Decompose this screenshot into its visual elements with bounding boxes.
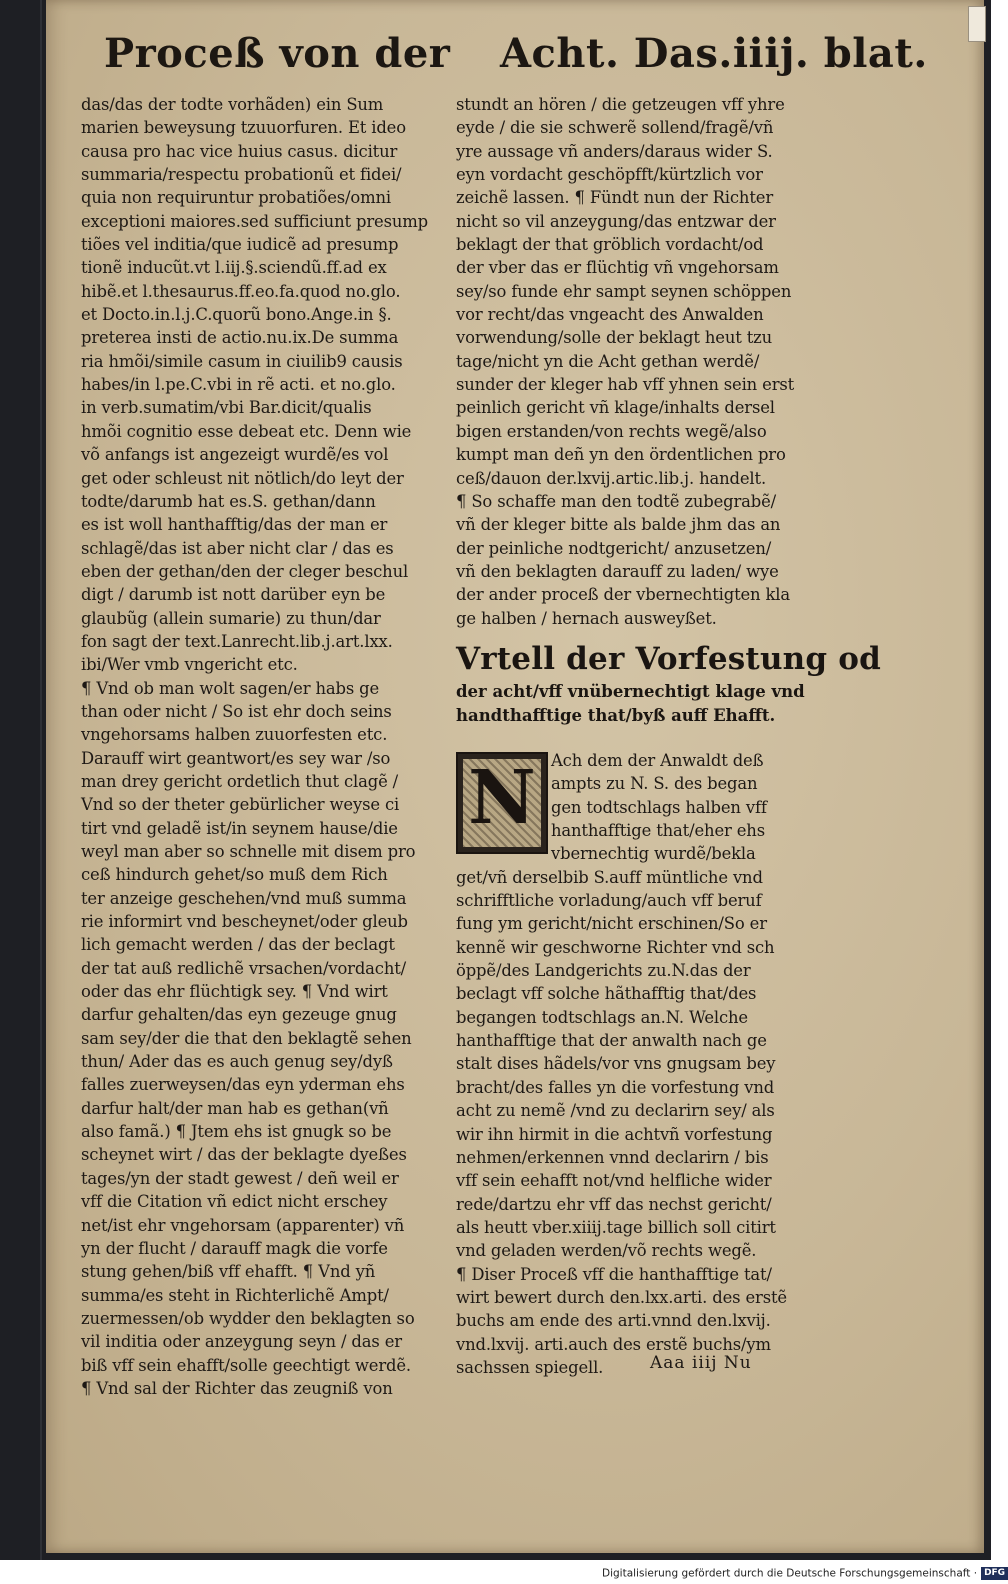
text-line: der peinliche nodtgericht/ anzusetzen/	[456, 538, 772, 558]
text-line: hanthafftige that der anwalth nach ge	[456, 1031, 767, 1051]
section-heading-line-3: handthafftige that/byß auff Ehafft.	[456, 706, 776, 725]
text-line: stundt an hören / die getzeugen vff yhre	[456, 95, 785, 114]
section-heading	[456, 638, 882, 728]
text-line: in verb.sumatim/vbi Bar.dicit/qualis	[81, 398, 372, 418]
text-line: Ach dem der Anwaldt deß	[551, 751, 764, 770]
text-line: tirt vnd geladẽ ist/in seynem hause/die	[81, 818, 398, 838]
text-line: ter anzeige geschehen/vnd muß summa	[81, 888, 407, 908]
running-head-left: Proceß von der	[104, 30, 451, 77]
text-line: ceß hindurch gehet/so muß dem Rich	[81, 865, 388, 885]
text-line: tages/yn der stadt gewest / deñ weil er	[81, 1168, 399, 1188]
text-line: peinlich gericht vñ klage/inhalts dersel	[456, 398, 775, 418]
text-line: habes/in l.pe.C.vbi in rẽ acti. et no.glo.	[81, 375, 396, 395]
text-line: Darauff wirt geantwort/es sey war /so	[81, 748, 391, 768]
text-line: vñ der kleger bitte als balde jhm das an	[456, 515, 781, 535]
text-line: vff sein eehafft not/vnd helfliche wider	[456, 1171, 772, 1191]
text-line: darfur halt/der man hab es gethan(vñ	[81, 1098, 389, 1118]
text-line: fon sagt der text.Lanrecht.lib.j.art.lxx.	[81, 631, 393, 651]
text-line: beklagt der that gröblich vordacht/od	[456, 235, 764, 255]
text-line: ¶ Diser Proceß vff die hanthafftige tat/	[456, 1264, 772, 1284]
text-line: sey/so funde ehr sampt seynen schöppen	[456, 281, 792, 301]
text-line: kennẽ wir geschworne Richter vnd sch	[456, 937, 775, 957]
signature-mark: Aaa iiij Nu	[650, 1353, 752, 1373]
text-line: ampts zu N. S. des began	[551, 774, 758, 794]
text-line: yre aussage vñ anders/daraus wider S.	[456, 141, 773, 161]
text-line: ¶ Vnd sal der Richter das zeugniß von	[81, 1378, 393, 1398]
text-line: preterea insti de actio.nu.ix.De summa	[81, 328, 399, 348]
text-line: glaubũg (allein sumarie) zu thun/dar	[81, 608, 381, 628]
text-line: net/ist ehr vngehorsam (apparenter) vñ	[81, 1215, 405, 1235]
text-line: vorwendung/solle der beklagt heut tzu	[456, 328, 773, 348]
text-line: der tat auß redlichẽ vrsachen/vordacht/	[81, 958, 407, 978]
text-line: vil inditia oder anzeygung seyn / das er	[81, 1332, 402, 1352]
footer-credit-text: Digitalisierung gefördert durch die Deutsche Forschungsgemeinschaft ·	[602, 1567, 978, 1580]
text-line: hanthafftige that/eher ehs	[551, 821, 765, 841]
text-line: wir ihn hirmit in die achtvñ vorfestung	[456, 1124, 773, 1144]
text-line: zuermessen/ob wydder den beklagten so	[81, 1308, 415, 1328]
right-text-column-body	[456, 749, 821, 1379]
text-line: vff die Citation vñ edict nicht erschey	[81, 1192, 388, 1212]
text-line: acht zu nemẽ /vnd zu declarirn sey/ als	[456, 1101, 775, 1121]
text-line: causa pro hac vice huius casus. dicitur	[81, 141, 398, 161]
text-line: vor recht/das vngeacht des Anwalden	[456, 305, 764, 325]
text-line: ¶ Vnd ob man wolt sagen/er habs ge	[81, 678, 380, 698]
text-line: quia non requiruntur probatiões/omni	[81, 188, 392, 208]
text-line: Vnd so der theter gebürlicher weyse ci	[81, 795, 400, 815]
text-line: das/das der todte vorhãden) ein Sum	[81, 95, 384, 114]
right-text-column-top	[456, 93, 821, 630]
text-line: ria hmõi/simile casum in ciuilib9 causis	[81, 351, 403, 371]
text-line: kumpt man deñ yn den ördentlichen pro	[456, 445, 786, 465]
text-line: ibi/Wer vmb vngericht etc.	[81, 655, 298, 675]
text-line: schrifftliche vorladung/auch vff beruf	[456, 891, 762, 911]
text-line: ceß/dauon der.lxvij.artic.lib.j. handelt.	[456, 468, 767, 488]
text-line: begangen todtschlags an.N. Welche	[456, 1007, 748, 1027]
running-head-right: Acht. Das.iiij. blat.	[500, 30, 928, 77]
text-line: gen todtschlags halben vff	[551, 797, 767, 817]
text-line: oder das ehr flüchtigk sey. ¶ Vnd wirt	[81, 982, 388, 1002]
text-line: todte/darumb hat es.S. gethan/dann	[81, 491, 376, 511]
text-line: hmõi cognitio esse debeat etc. Denn wie	[81, 421, 412, 441]
text-line: vnd geladen werden/võ rechts wegẽ.	[456, 1241, 757, 1261]
text-line: eben der gethan/den der cleger beschul	[81, 561, 409, 581]
text-line: bigen erstanden/von rechts wegẽ/also	[456, 421, 767, 441]
text-line: falles zuerweysen/das eyn yderman ehs	[81, 1075, 405, 1095]
text-line: vnd.lxvij. arti.auch des erstẽ buchs/ym	[456, 1334, 771, 1354]
text-line: sunder der kleger hab vff yhnen sein erst	[456, 375, 795, 395]
text-line: eyn vordacht geschöpfft/kürtzlich vor	[456, 165, 763, 185]
text-line: tiões vel inditia/que iudicẽ ad presump	[81, 235, 399, 255]
text-line: man drey gericht ordetlich thut clagẽ /	[81, 771, 399, 791]
text-line: nehmen/erkennen vnnd declarirn / bis	[456, 1147, 769, 1167]
text-line: der ander proceß der vbernechtigten kla	[456, 585, 791, 605]
digitization-footer	[602, 1567, 1008, 1580]
text-line: zeichẽ lassen. ¶ Fündt nun der Richter	[456, 188, 774, 208]
text-line: vñ den beklagten darauff zu laden/ wye	[456, 561, 779, 581]
text-line: get oder schleust nit nötlich/do leyt der	[81, 468, 404, 488]
text-line: thun/ Ader das es auch genug sey/dyß	[81, 1052, 393, 1072]
text-line: buchs am ende des arti.vnnd den.lxvij.	[456, 1311, 771, 1331]
text-line: scheynet wirt / das der beklagte dyeßes	[81, 1145, 407, 1165]
text-line: get/vñ derselbib S.auff müntliche vnd	[456, 867, 763, 887]
text-line: ¶ So schaffe man den todtẽ zubegrabẽ/	[456, 491, 777, 511]
text-line: et Docto.in.l.j.C.quorũ bono.Ange.in §.	[81, 305, 392, 325]
decorated-initial-letter: N	[468, 755, 536, 841]
text-line: yn der flucht / darauff magk die vorfe	[81, 1238, 388, 1258]
text-line: vngehorsams halben zuuorfesten etc.	[81, 725, 388, 745]
text-line: marien beweysung tzuuorfuren. Et ideo	[81, 118, 406, 138]
section-heading-line-1: Vrtell der Vorfestung od	[456, 641, 882, 677]
text-line: võ anfangs ist angezeigt wurdẽ/es vol	[81, 445, 389, 465]
text-line: lich gemacht werden / das der beclagt	[81, 935, 395, 955]
text-line: weyl man aber so schnelle mit disem pro	[81, 842, 416, 861]
section-heading-line-2: der acht/vff vnübernechtigt klage vnd	[456, 682, 805, 701]
dfg-logo: DFG	[981, 1567, 1008, 1580]
text-line: ge halben / hernach ausweyßet.	[456, 608, 717, 628]
text-line: sachssen spiegell.	[456, 1357, 604, 1377]
text-line: rede/dartzu ehr vff das nechst gericht/	[456, 1194, 772, 1214]
text-line: eyde / die sie schwerẽ sollend/fragẽ/vñ	[456, 118, 774, 138]
text-line: tionẽ inducũt.vt l.iij.§.sciendũ.ff.ad ex	[81, 258, 387, 278]
text-line: tage/nicht yn die Acht gethan werdẽ/	[456, 351, 760, 371]
left-text-column	[81, 93, 455, 1400]
text-line: bracht/des falles yn die vorfestung vnd	[456, 1077, 775, 1097]
scan-frame-edge	[40, 0, 42, 1560]
text-line: darfur gehalten/das eyn gezeuge gnug	[81, 1005, 397, 1025]
text-line: hibẽ.et l.thesaurus.ff.eo.fa.quod no.glo.	[81, 281, 401, 301]
text-line: vbernechtig wurdẽ/bekla	[551, 844, 756, 864]
page-tab-marker	[968, 6, 986, 42]
text-line: digt / darumb ist nott darüber eyn be	[81, 585, 386, 605]
text-line: rie informirt vnd bescheynet/oder gleub	[81, 912, 408, 932]
text-line: stung gehen/biß vff ehafft. ¶ Vnd yñ	[81, 1262, 376, 1282]
text-line: also famã.) ¶ Jtem ehs ist gnugk so be	[81, 1122, 392, 1142]
text-line: summaria/respectu probationũ et fidei/	[81, 165, 402, 185]
text-line: exceptioni maiores.sed sufficiunt presump	[81, 211, 428, 231]
text-line: wirt bewert durch den.lxx.arti. des erstẽ	[456, 1287, 787, 1307]
text-line: sam sey/der die that den beklagtẽ sehen	[81, 1028, 412, 1048]
text-line: nicht so vil anzeygung/das entzwar der	[456, 211, 776, 231]
text-line: der vber das er flüchtig vñ vngehorsam	[456, 258, 779, 278]
text-line: than oder nicht / So ist ehr doch seins	[81, 701, 392, 721]
text-line: beclagt vff solche hãthafftig that/des	[456, 984, 757, 1004]
text-line: summa/es steht in Richterlichẽ Ampt/	[81, 1285, 389, 1305]
text-line: es ist woll hanthafftig/das der man er	[81, 515, 388, 535]
text-line: stalt dises hãdels/vor vns gnugsam bey	[456, 1054, 776, 1074]
text-line: schlagẽ/das ist aber nicht clar / das es	[81, 538, 394, 558]
text-line: als heutt vber.xiiij.tage billich soll citirt	[456, 1217, 776, 1237]
text-line: biß vff sein ehafft/solle geechtigt werdẽ.	[81, 1355, 411, 1375]
text-line: öppẽ/des Landgerichts zu.N.das der	[456, 961, 751, 981]
text-line: fung ym gericht/nicht erschinen/So er	[456, 914, 767, 934]
